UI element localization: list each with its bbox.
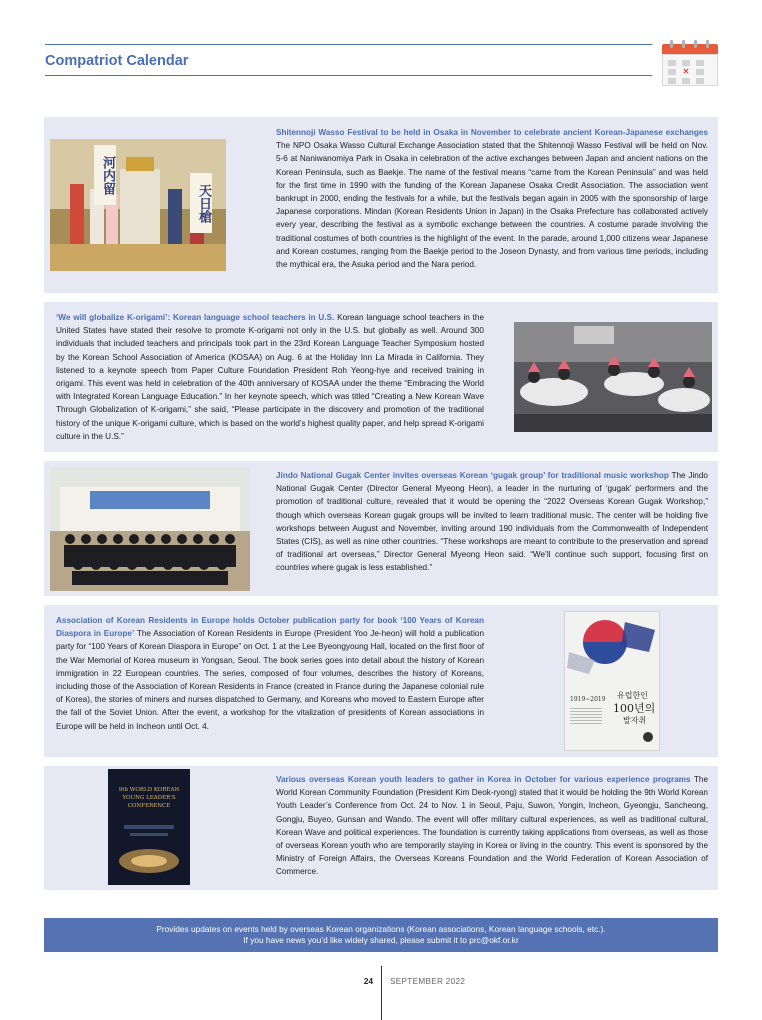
article-text [56, 614, 484, 733]
poster-line2: YOUNG LEADER'S [122, 795, 176, 801]
submission-notice [44, 918, 718, 952]
article-text [276, 126, 708, 271]
festival-banner-right: 天日槍 [190, 173, 212, 233]
festival-banner-left: 河内留 [94, 145, 116, 205]
book-title-line3: 발자취 [623, 716, 647, 725]
book-title-line2: 100년의 [613, 702, 656, 715]
book-title-line1: 유럽한인 [617, 691, 648, 700]
article-card-k-origami [44, 302, 718, 452]
article-card-gugak-workshop [44, 461, 718, 596]
article-headline: Association of Korean Residents in Europe holds October publication party for book ‘100 Years of Korean Diaspora in Europe’ [56, 616, 484, 639]
article-text [56, 311, 484, 443]
book-cover [564, 611, 660, 751]
article-headline: Various overseas Korean youth leaders to gather in Korea in October for various experience programs [276, 775, 691, 784]
header-rule-bottom [45, 75, 652, 76]
poster-line1: 9th WORLD KOREAN [118, 787, 180, 793]
article-card-youth-leaders [44, 766, 718, 890]
article-headline: Jindo National Gugak Center invites overseas Korean ‘gugak group’ for traditional music workshop [276, 471, 669, 480]
page-divider [381, 966, 382, 1020]
conference-poster [108, 769, 190, 885]
article-text [276, 773, 708, 879]
article-card-wasso-festival [44, 117, 718, 293]
article-headline: Shitennoji Wasso Festival to be held in Osaka in November to celebrate ancient Korean-Japanese exchanges [276, 128, 708, 137]
page-title: Compatriot Calendar [45, 53, 189, 69]
article-card-diaspora-book [44, 605, 718, 757]
notice-line2: If you have news you’d like widely shared, please submit it to prc@okf.or.kr [243, 935, 519, 945]
notice-line1: Provides updates on events held by overseas Korean organizations (Korean associations, Korean language schools, etc.). [156, 924, 606, 934]
article-body: The Jindo National Gugak Center (Director General Myeong Heon), a leader in the nurturing of ‘gugak’ performers and the promotion of traditional culture, revealed that it would be opening the “2022 Overseas Korean Gugak Workshop,” though which overseas Korean gugak groups will be invited to learn traditional music. The center will be holding five workshops between August and November, inviting around 190 individuals from the Commonwealth of Independent States (CIS), as well as nine other countries. “These workshops are meant to contribute to the preservation and spread of traditional art overseas,” Director General Myeong Heon said. “We’ll continue such support, focusing first on countries where gugak is less established.” [276, 471, 708, 573]
article-text [276, 469, 708, 575]
book-publisher-logo [643, 732, 653, 742]
article-body: The World Korean Community Foundation (President Kim Deok-ryong) stated that it would be holding the 9th World Korean Youth Leader’s Conference from Oct. 24 to Nov. 1 in Seoul, Paju, Suwon, Yongin, Incheon, Gyeongju, Sancheong, Gongju, Buyeo, Gunsan and Wando. The event will offer military cultural experiences, as well as traditional cultural, Korean Wave and political experiences. The foundation is currently taking applications from overseas, as well as those of overseas Korean youth who are temporarily staying in Korea or living in the country. This event is sponsored by the Ministry of Foreign Affairs, the Overseas Koreans Foundation and the World Federation of Korean Association of Commerce. [276, 775, 708, 877]
article-body: The NPO Osaka Wasso Cultural Exchange Association stated that the Shitennoji Wasso Festival will be held on Nov. 5-6 at Naniwanomiya Park in Osaka in celebration of the active exchanges between Japan and ancient nations on the Korean Peninsula, such as Baekje. The name of the festival means “came from the Korean Peninsula” and was held for the first time in 1990 with the funding of the Korean Japanese Osaka Credit Association. The association went bankrupt in 2000, ending the festivals for a while, but the festivals began again in 2005 with the sponsorship of large Japanese corporations. Mindan (Korean Residents Union in Japan) in the Osaka Prefecture has collaborated actively every year, describing the festival as a symbolic exchange between the countries. A costume parade involving the traditional costumes of both countries is the highlight of the event. In the parade, around 1,000 citizens wear Japanese and Korean costumes, ranging from the Baekje period to the Joseon Dynasty, and from various time periods, including the mythical era, the Asuka period and the Nara period. [276, 141, 708, 270]
symposium-photo [514, 322, 712, 432]
article-body: Korean language school teachers in the United States have stated their resolve to promote K-origami not only in the U.S. but globally as well. Around 300 individuals that included teachers and principals took part in the 23rd Korean Language Teacher Symposium hosted by the Korean School Association of America (KOSAA) on Aug. 6 at the Holiday Inn La Mirada in California. They listened to a keynote speech from Paper Culture Foundation President Roh Yeong-hye and received training in origami. This event was held in celebration of the 40th anniversary of KOSAA under the theme “Embracing the World with Integrated Korean Language Education.” In her keynote speech, which was titled “Creating a New Korean Wave Through Globalization of K-origami,” she said, “Please participate in the discovery and promotion of the traditional history of the unique K-origami culture, which is based on the world’s highest quality paper, and help spread K-origami culture in the U.S.” [56, 313, 484, 441]
calendar-icon: ✕ [662, 38, 718, 86]
article-headline: ‘We will globalize K-origami’: Korean language school teachers in U.S. [56, 313, 335, 322]
issue-date: SEPTEMBER 2022 [390, 977, 466, 986]
header-rule-top [45, 44, 652, 45]
book-fine-print [570, 708, 602, 726]
article-body: The Association of Korean Residents in Europe (President Yoo Je-heon) will hold a publication party for “100 Years of Korean Diaspora in Europe” on Oct. 1 at the Lee Byeongyoung Hall, located on the first floor of the War Memorial of Korea museum in Yongsan, Seoul. The book series goes into detail about the history of Korean immigration in 22 European countries. The series, composed of four volumes, describes the history of Koreans, including those of the Association of Korean Residents in France (created in France during the Japanese colonial rule of Korea), the stories of miners and nurses dispatched to Germany, and Koreans who moved to Eastern Europe after the fall of the Soviet Union. After the event, a workshop for the vitalization of presidents of Korean associations in Europe will be held in Incheon until Oct. 4. [56, 629, 484, 731]
poster-line3: CONFERENCE [127, 803, 171, 809]
festival-photo [50, 139, 226, 271]
book-years: 1919~2019 [570, 696, 606, 703]
page-number: 24 [363, 977, 373, 986]
gugak-group-photo [50, 467, 250, 591]
